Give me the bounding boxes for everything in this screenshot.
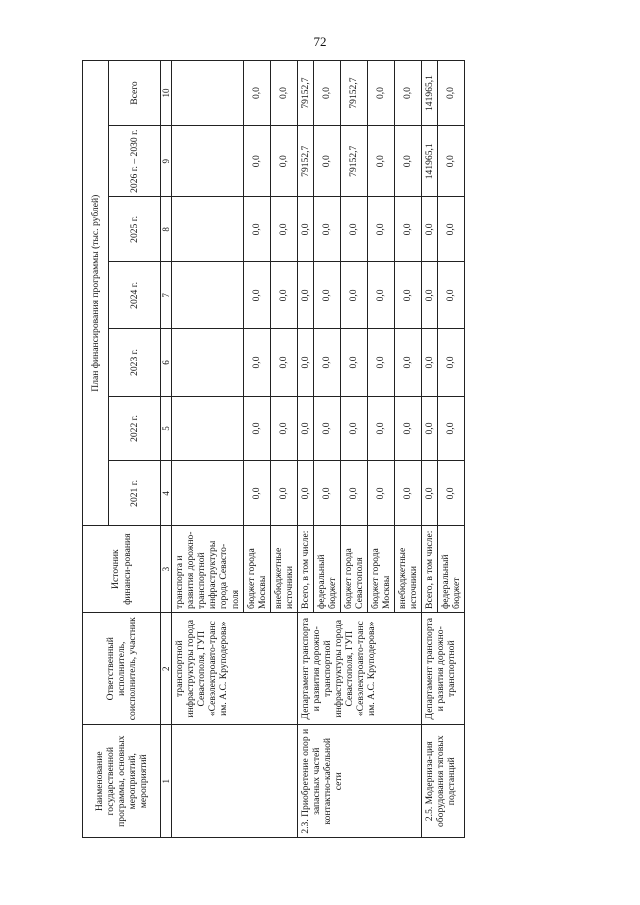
- value-cell: 0,0: [270, 126, 297, 197]
- value-cell: 0,0: [437, 126, 464, 197]
- source-cell: Всего, в том числе:: [297, 526, 313, 613]
- column-number: 4: [161, 461, 172, 526]
- value-cell: 0,0: [340, 329, 367, 396]
- value-cell: 0,0: [437, 329, 464, 396]
- value-cell: 0,0: [394, 329, 421, 396]
- value-cell: 0,0: [313, 197, 340, 262]
- value-cell: 0,0: [421, 329, 437, 396]
- header-plan: План финансирования программы (тыс. рублей): [83, 61, 109, 526]
- value-cell: 0,0: [421, 396, 437, 461]
- value-cell: 0,0: [297, 461, 313, 526]
- value-cell: 0,0: [313, 461, 340, 526]
- header-year: 2024 г.: [109, 262, 161, 329]
- value-cell: 0,0: [394, 197, 421, 262]
- column-number: 3: [161, 526, 172, 613]
- value-cell: [172, 461, 243, 526]
- table-body: [172, 61, 465, 838]
- value-cell: 0,0: [367, 126, 394, 197]
- value-cell: 0,0: [313, 329, 340, 396]
- value-cell: 0,0: [437, 461, 464, 526]
- value-cell: [172, 126, 243, 197]
- source-cell: бюджет города Москвы: [367, 526, 394, 613]
- value-cell: 79152,7: [297, 61, 313, 126]
- value-cell: [172, 197, 243, 262]
- value-cell: 0,0: [367, 262, 394, 329]
- activity-name-cell: 2.3. Приобретение опор и запасных частей контактно-кабельной сети: [297, 725, 421, 838]
- value-cell: 0,0: [243, 461, 270, 526]
- value-cell: 0,0: [437, 396, 464, 461]
- header-name: Наименование государственной программы, основных мероприятий, мероприятий: [83, 725, 161, 838]
- value-cell: 0,0: [270, 61, 297, 126]
- value-cell: 0,0: [243, 396, 270, 461]
- value-cell: [172, 61, 243, 126]
- column-number: 6: [161, 329, 172, 396]
- value-cell: 0,0: [394, 126, 421, 197]
- value-cell: 0,0: [297, 262, 313, 329]
- column-number: 7: [161, 262, 172, 329]
- header-year: 2023 г.: [109, 329, 161, 396]
- header-total: Всего: [109, 61, 161, 126]
- value-cell: [172, 329, 243, 396]
- value-cell: [172, 262, 243, 329]
- header-source: Источник финанси-рования: [83, 526, 161, 613]
- value-cell: 0,0: [421, 197, 437, 262]
- source-cell: внебюджетные источники: [394, 526, 421, 613]
- value-cell: 141965,1: [421, 61, 437, 126]
- value-cell: 0,0: [243, 126, 270, 197]
- value-cell: 79152,7: [340, 126, 367, 197]
- header-year: 2025 г.: [109, 197, 161, 262]
- column-number-row: [161, 61, 172, 838]
- source-cell: федеральный бюджет: [437, 526, 464, 613]
- value-cell: 0,0: [270, 197, 297, 262]
- value-cell: 0,0: [270, 329, 297, 396]
- value-cell: 0,0: [394, 396, 421, 461]
- column-number: 2: [161, 612, 172, 725]
- value-cell: 79152,7: [340, 61, 367, 126]
- value-cell: 0,0: [367, 61, 394, 126]
- executor-cell: Департамент транспорта и развития дорожно-транспортной инфраструктуры города Севастополя, ГУП «Севэлектроавто-транс им. А.С. Круподерова»: [297, 612, 421, 725]
- value-cell: 0,0: [313, 61, 340, 126]
- value-cell: 0,0: [394, 262, 421, 329]
- value-cell: 0,0: [340, 396, 367, 461]
- value-cell: 0,0: [243, 197, 270, 262]
- source-cell: бюджет города Севастополя: [340, 526, 367, 613]
- page-number: 72: [313, 34, 327, 49]
- source-cell: транспорта и развития дорожно-транспортной инфраструктуры города Севасто-поля: [172, 526, 243, 613]
- value-cell: 0,0: [243, 61, 270, 126]
- value-cell: 0,0: [340, 262, 367, 329]
- activity-name-cell: [172, 725, 297, 838]
- value-cell: 0,0: [243, 262, 270, 329]
- column-number: 5: [161, 396, 172, 461]
- header-year: 2026 г. – 2030 г.: [109, 126, 161, 197]
- table-row: [297, 61, 313, 838]
- column-number: 8: [161, 197, 172, 262]
- value-cell: 0,0: [367, 197, 394, 262]
- table-row: [421, 61, 437, 838]
- source-cell: внебюджетные источники: [270, 526, 297, 613]
- value-cell: 0,0: [313, 126, 340, 197]
- value-cell: 0,0: [340, 461, 367, 526]
- value-cell: 79152,7: [297, 126, 313, 197]
- value-cell: [172, 396, 243, 461]
- activity-name-cell: 2.5. Модерниза-ция оборудования тяговых подстанций: [421, 725, 464, 838]
- value-cell: 0,0: [421, 461, 437, 526]
- value-cell: 0,0: [394, 61, 421, 126]
- value-cell: 0,0: [297, 197, 313, 262]
- value-cell: 0,0: [394, 461, 421, 526]
- table-row: [172, 61, 243, 838]
- value-cell: 0,0: [243, 329, 270, 396]
- header-year: 2021 г.: [109, 461, 161, 526]
- value-cell: 0,0: [297, 329, 313, 396]
- value-cell: 0,0: [367, 396, 394, 461]
- value-cell: 0,0: [367, 329, 394, 396]
- financing-table: [82, 60, 465, 838]
- source-cell: Всего, в том числе:: [421, 526, 437, 613]
- source-cell: бюджет города Москвы: [243, 526, 270, 613]
- column-number: 1: [161, 725, 172, 838]
- value-cell: 0,0: [421, 262, 437, 329]
- value-cell: 0,0: [270, 461, 297, 526]
- column-number: 9: [161, 126, 172, 197]
- value-cell: 141965,1: [421, 126, 437, 197]
- value-cell: 0,0: [270, 396, 297, 461]
- value-cell: 0,0: [340, 197, 367, 262]
- value-cell: 0,0: [367, 461, 394, 526]
- value-cell: 0,0: [313, 396, 340, 461]
- value-cell: 0,0: [437, 262, 464, 329]
- header-executor: Ответственный исполнитель, соисполнитель, участник: [83, 612, 161, 725]
- column-number: 10: [161, 61, 172, 126]
- value-cell: 0,0: [297, 396, 313, 461]
- value-cell: 0,0: [313, 262, 340, 329]
- value-cell: 0,0: [270, 262, 297, 329]
- value-cell: 0,0: [437, 61, 464, 126]
- rotated-table-wrapper: [82, 60, 582, 838]
- source-cell: федеральный бюджет: [313, 526, 340, 613]
- executor-cell: транспортной инфраструктуры города Севастополя, ГУП «Севэлектроавто-транс им. А.С. Круподерова»: [172, 612, 297, 725]
- value-cell: 0,0: [437, 197, 464, 262]
- header-year: 2022 г.: [109, 396, 161, 461]
- executor-cell: Департамент транспорта и развития дорожно-транспортной: [421, 612, 464, 725]
